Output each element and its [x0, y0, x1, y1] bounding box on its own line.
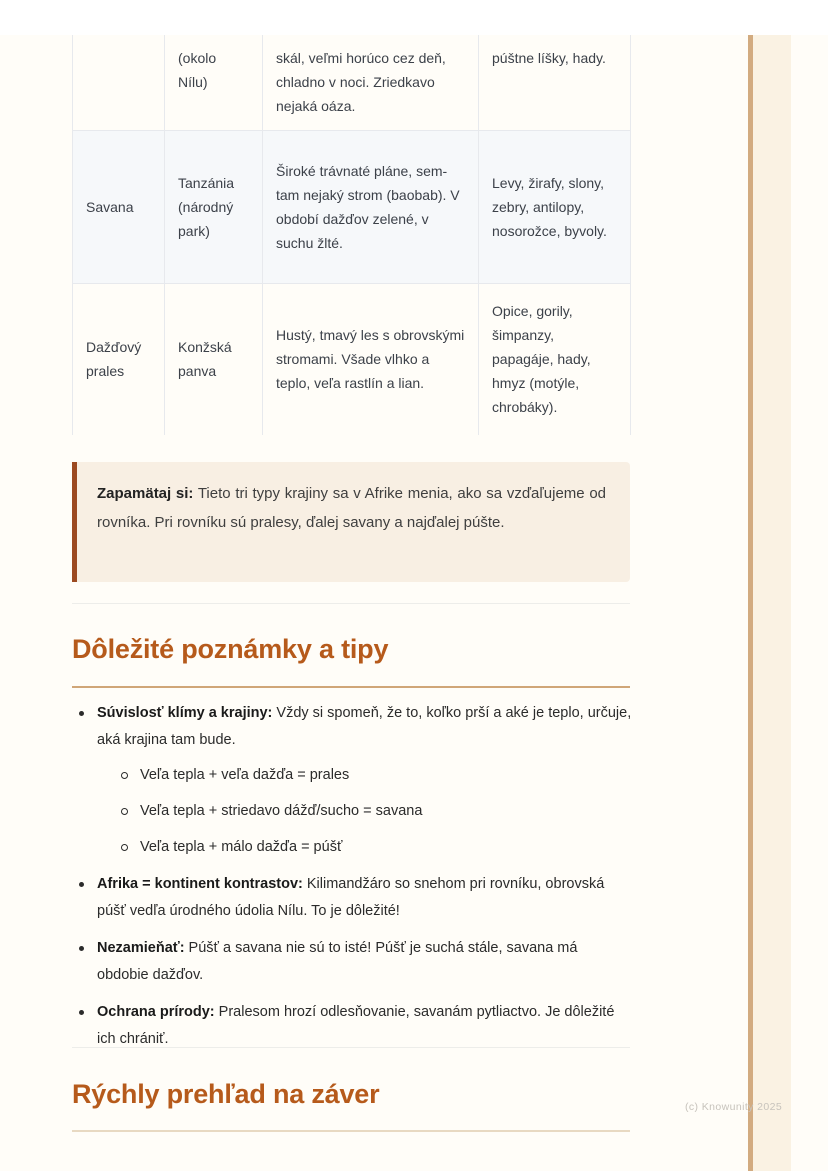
- page-top-margin: [0, 0, 828, 35]
- sub-list-item: [97, 762, 632, 789]
- notes-title-underline: [72, 686, 630, 688]
- cell-location: Tanzánia (národný park): [165, 130, 263, 283]
- callout-text: Tieto tri typy krajiny sa v Afrike menia, ako sa vzďaľujeme od rovníka. Pri rovníku sú pralesy, ďalej savany a najďalej púšte.: [97, 485, 606, 531]
- sub-list-item: [97, 798, 632, 825]
- sub-item-text: Veľa tepla + veľa dažďa = prales: [140, 767, 350, 783]
- bullet-icon: [79, 1010, 84, 1015]
- cell-landscape-name: Savana: [73, 130, 165, 283]
- cell-animals: púštne líšky, hady.: [479, 35, 631, 130]
- list-item-lead: Nezamieňať:: [97, 940, 185, 956]
- cell-animals: Levy, žirafy, slony, zebry, antilopy, nosorožce, byvoly.: [479, 130, 631, 283]
- table-row-desert: [73, 35, 631, 130]
- circle-bullet-icon: [121, 772, 128, 779]
- list-item: [72, 871, 632, 925]
- cell-location: Konžská panva: [165, 283, 263, 435]
- sub-list: [97, 762, 632, 861]
- cell-landscape-name: [73, 35, 165, 130]
- section-divider: [72, 1047, 630, 1048]
- cell-description: skál, veľmi horúco cez deň, chladno v noci. Zriedkavo nejaká oáza.: [263, 35, 479, 130]
- table-row-rainforest: [73, 283, 631, 435]
- section-divider: [72, 603, 630, 604]
- biome-table-grid: [72, 35, 631, 435]
- list-item: [72, 999, 632, 1053]
- cell-landscape-name: Dažďový prales: [73, 283, 165, 435]
- circle-bullet-icon: [121, 808, 128, 815]
- sub-item-text: Veľa tepla + striedavo dážď/sucho = savana: [140, 803, 423, 819]
- notes-list: [72, 700, 632, 1063]
- table-row-savanna: [73, 130, 631, 283]
- bullet-icon: [79, 946, 84, 951]
- remember-callout: [72, 462, 630, 582]
- bullet-icon: [79, 711, 84, 716]
- biome-table: [72, 35, 631, 435]
- notes-section-title: Dôležité poznámky a tipy: [72, 634, 389, 664]
- list-item-text: Pralesom hrozí odlesňovanie, savanám pytliactvo. Je dôležité ich chrániť.: [97, 1004, 615, 1047]
- cell-description: Hustý, tmavý les s obrovskými stromami. Všade vlhko a teplo, veľa rastlín a lian.: [263, 283, 479, 435]
- sub-item-text: Veľa tepla + málo dažďa = púšť: [140, 839, 343, 855]
- list-item-text: Vždy si spomeň, že to, koľko prší a aké je teplo, určuje, aká krajina tam bude.: [97, 705, 632, 748]
- list-item: [72, 935, 632, 989]
- callout-lead: Zapamätaj si:: [97, 485, 194, 502]
- page-edge-band: [748, 35, 791, 1171]
- list-item: [72, 700, 632, 861]
- cell-location: (okolo Nílu): [165, 35, 263, 130]
- summary-title-underline: [72, 1130, 630, 1132]
- list-item-lead: Súvislosť klímy a krajiny:: [97, 705, 273, 721]
- copyright-watermark: (c) Knowunity 2025: [685, 1101, 783, 1113]
- circle-bullet-icon: [121, 844, 128, 851]
- summary-section-title: Rýchly prehľad na záver: [72, 1079, 380, 1109]
- list-item-text: Kilimandžáro so snehom pri rovníku, obrovská púšť vedľa úrodného údolia Nílu. To je dôležité!: [97, 876, 605, 919]
- sub-list-item: [97, 834, 632, 861]
- list-item-lead: Ochrana prírody:: [97, 1004, 215, 1020]
- bullet-icon: [79, 882, 84, 887]
- cell-animals: Opice, gorily, šimpanzy, papagáje, hady, hmyz (motýle, chrobáky).: [479, 283, 631, 435]
- list-item-lead: Afrika = kontinent kontrastov:: [97, 876, 303, 892]
- list-item-text: Púšť a savana nie sú to isté! Púšť je suchá stále, savana má obdobie dažďov.: [97, 940, 578, 983]
- cell-description: Široké trávnaté pláne, sem-tam nejaký strom (baobab). V období dažďov zelené, v suchu žlté.: [263, 130, 479, 283]
